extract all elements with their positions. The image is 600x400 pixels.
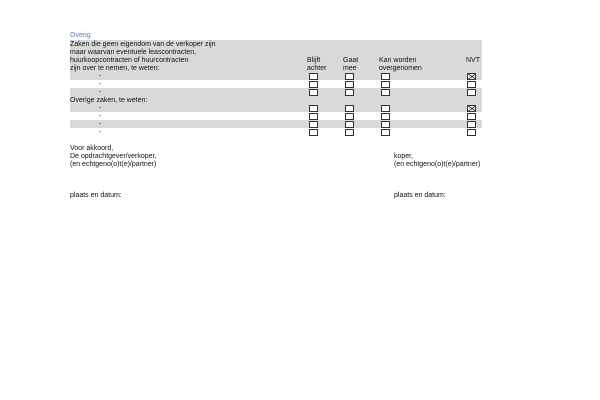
checkbox-nvt[interactable] [467, 129, 476, 136]
checkbox-gaat-mee[interactable] [345, 113, 354, 120]
left-place-date: plaats en datum: [70, 192, 122, 199]
checkbox-blijft-achter[interactable] [309, 129, 318, 136]
left-party: De opdrachtgever/verkoper, [70, 153, 157, 160]
right-place-date: plaats en datum: [394, 192, 446, 199]
row-label: - [99, 129, 102, 136]
right-party: koper, [394, 153, 414, 160]
checkbox-kan-worden-overgenomen[interactable] [381, 73, 390, 80]
row-band [70, 88, 482, 96]
checkbox-blijft-achter[interactable] [309, 121, 318, 128]
left-spouse: (en echtgeno(o)t(e)/partner) [70, 161, 157, 168]
checkbox-kan-worden-overgenomen[interactable] [381, 105, 390, 112]
row-label: - [99, 73, 102, 80]
row-band [70, 104, 482, 112]
checkbox-blijft-achter[interactable] [309, 81, 318, 88]
agree-text: Voor akkoord, [70, 145, 114, 152]
col-kan-line2: overgenomen [379, 65, 422, 72]
col-gaat-line2: mee [343, 65, 357, 72]
checkbox-blijft-achter[interactable] [309, 73, 318, 80]
checkbox-nvt[interactable] [467, 89, 476, 96]
intro-line-1: Zaken die geen eigendom van de verkoper zijn [70, 41, 216, 48]
checkbox-kan-worden-overgenomen[interactable] [381, 129, 390, 136]
checkbox-gaat-mee[interactable] [345, 121, 354, 128]
row-label: - [99, 105, 102, 112]
checkbox-gaat-mee[interactable] [345, 73, 354, 80]
row-label: - [99, 89, 102, 96]
checkbox-nvt[interactable] [467, 73, 476, 80]
row-label: - [99, 81, 102, 88]
checkbox-nvt[interactable] [467, 121, 476, 128]
checkbox-kan-worden-overgenomen[interactable] [381, 81, 390, 88]
row-band [70, 72, 482, 80]
checkbox-gaat-mee[interactable] [345, 89, 354, 96]
intro-line-3: huurkoopcontracten of huurcontracten [70, 57, 189, 64]
checkbox-nvt[interactable] [467, 105, 476, 112]
checkbox-blijft-achter[interactable] [309, 89, 318, 96]
section-title: Overig [70, 32, 91, 39]
checkbox-kan-worden-overgenomen[interactable] [381, 113, 390, 120]
right-spouse: (en echtgeno(o)t(e)/partner) [394, 161, 481, 168]
intro-line-2: maar waarvan eventuele leascontracten, [70, 49, 197, 56]
group2-title: Overige zaken, te weten: [70, 97, 148, 104]
row-label: - [99, 113, 102, 120]
col-blijft-line2: achter [307, 65, 327, 72]
checkbox-nvt[interactable] [467, 81, 476, 88]
row-label: - [99, 121, 102, 128]
checkbox-blijft-achter[interactable] [309, 113, 318, 120]
checkbox-gaat-mee[interactable] [345, 129, 354, 136]
col-kan-line1: Kan worden [379, 57, 417, 64]
checkbox-blijft-achter[interactable] [309, 105, 318, 112]
checkbox-kan-worden-overgenomen[interactable] [381, 121, 390, 128]
intro-line-4: zijn over te nemen, te weten: [70, 65, 160, 72]
row-band [70, 120, 482, 128]
checkbox-kan-worden-overgenomen[interactable] [381, 89, 390, 96]
checkbox-gaat-mee[interactable] [345, 105, 354, 112]
checkbox-nvt[interactable] [467, 113, 476, 120]
col-blijft-line1: Blijft [307, 57, 321, 64]
col-nvt: NVT [466, 57, 480, 64]
checkbox-gaat-mee[interactable] [345, 81, 354, 88]
col-gaat-line1: Gaat [343, 57, 359, 64]
